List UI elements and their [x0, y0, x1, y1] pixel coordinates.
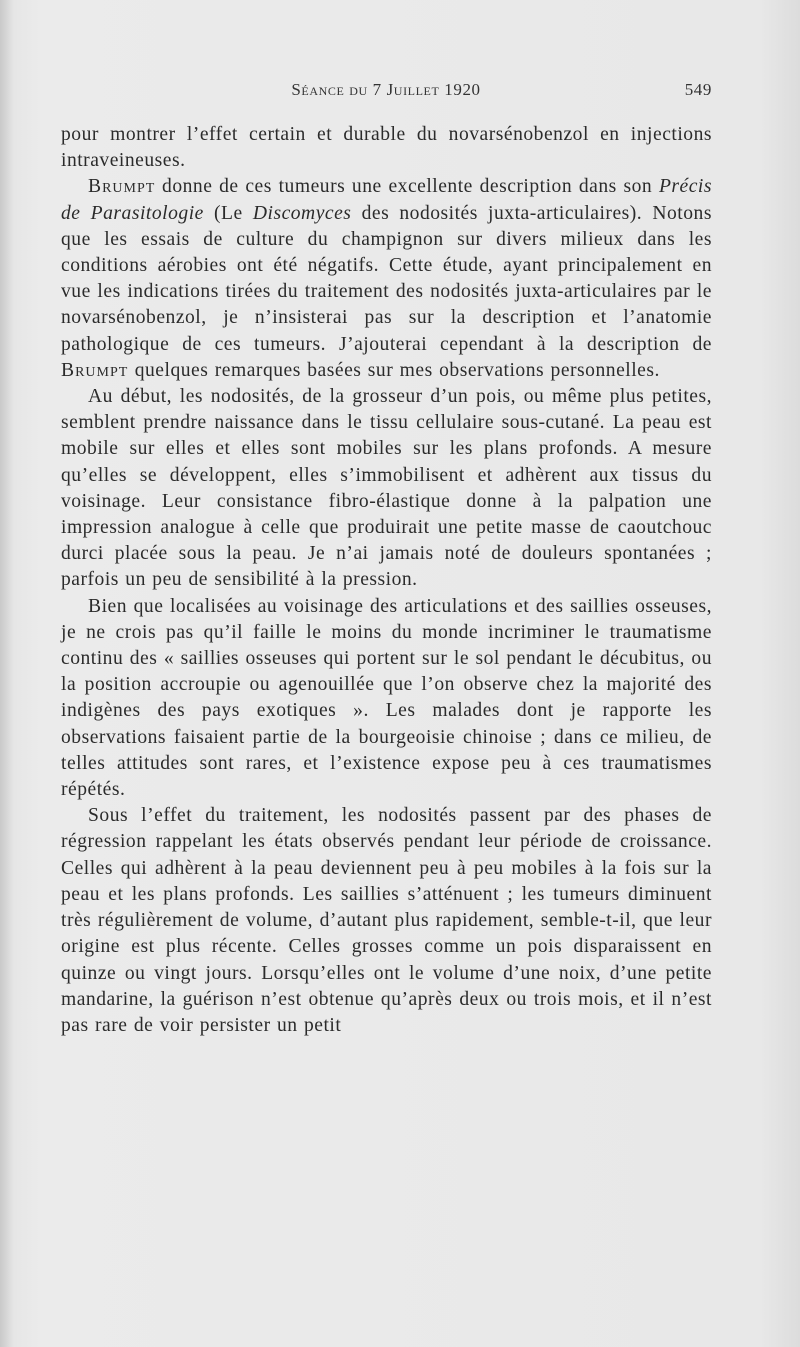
paragraph-debut: Au début, les nodosités, de la grosseur d’un pois, ou même plus petites, semblent prendre naissance dans le tissu cellulaire sous-cutané. La peau est mobile sur elles et elles sont mobiles sur les plans profonds. A mesure qu’elles se développent, elles s’immobilisent et adhèrent aux tissus du voisinage. Leur consistance fibro-élastique donne à la palpation une impression analogue à celle que produirait une petite masse de caoutchouc durci placée sous la peau. Je n’ai jamais noté de douleurs spontanées ; parfois un peu de sensibilité à la pression.	[61, 386, 712, 591]
genus-name: Discomyces	[252, 202, 352, 224]
page-number: 549	[684, 80, 712, 99]
author-name: Brumpt	[88, 176, 156, 198]
text-segment: quelques remarques basées sur mes observations personnelles.	[128, 359, 660, 381]
text-segment: des nodosités juxta-articulaires). Notons que les essais de culture du champignon sur divers milieux dans les conditions aérobies ont été négatifs. Cette étude, ayant principalement en vue les indications tirées du traitement des nodosités juxta-articulaires par le novarsénobenzol, je n’insisterai pas sur la description et l’anatomie pathologique de ces tumeurs. J’ajouterai cependant à la description de	[61, 202, 712, 355]
running-title: Séance du 7 Juillet 1920	[291, 80, 481, 99]
paragraph-traitement: Sous l’effet du traitement, les nodosités passent par des phases de régression rappelant les états observés pendant leur période de croissance. Celles qui adhèrent à la peau deviennent peu à peu mobiles à la fois sur la peau et les plans profonds. Les saillies s’atténuent ; les tumeurs diminuent très régulièrement de volume, d’autant plus rapidement, semble-t-il, que leur origine est plus récente. Celles grosses comme un pois disparaissent en quinze ou vingt jours. Lorsqu’elles ont le volume d’une noix, d’une petite mandarine, la guérison n’est obtenue qu’après deux ou trois mois, et il n’est pas rare de voir persister un petit	[61, 805, 712, 1036]
text-segment: (Le	[203, 202, 253, 224]
paragraph-localisation: Bien que localisées au voisinage des articulations et des saillies osseuses, je ne crois pas qu’il faille le moins du monde incriminer le traumatisme continu des « saillies osseuses qui portent sur le sol pendant le décubitus, ou la position accroupie ou agenouillée que l’on observe chez la majorité des indigènes des pays exotiques ». Les malades dont je rapporte les observations faisaient partie de la bourgeoisie chinoise ; dans ce milieu, de telles attitudes sont rares, et l’existence expose peu à ces traumatismes répétés.	[61, 595, 712, 801]
book-title: Précis de Parasitologie	[61, 176, 712, 224]
author-name: Brumpt	[61, 359, 129, 381]
paragraph-brumpt	[61, 174, 712, 384]
body-text	[61, 122, 712, 1039]
text-segment: donne de ces tumeurs une excellente description dans son	[155, 176, 659, 198]
paragraph-continuation: pour montrer l’effet certain et durable du novarsénobenzol en injections intraveineuses.	[61, 124, 712, 172]
running-head	[60, 80, 712, 102]
